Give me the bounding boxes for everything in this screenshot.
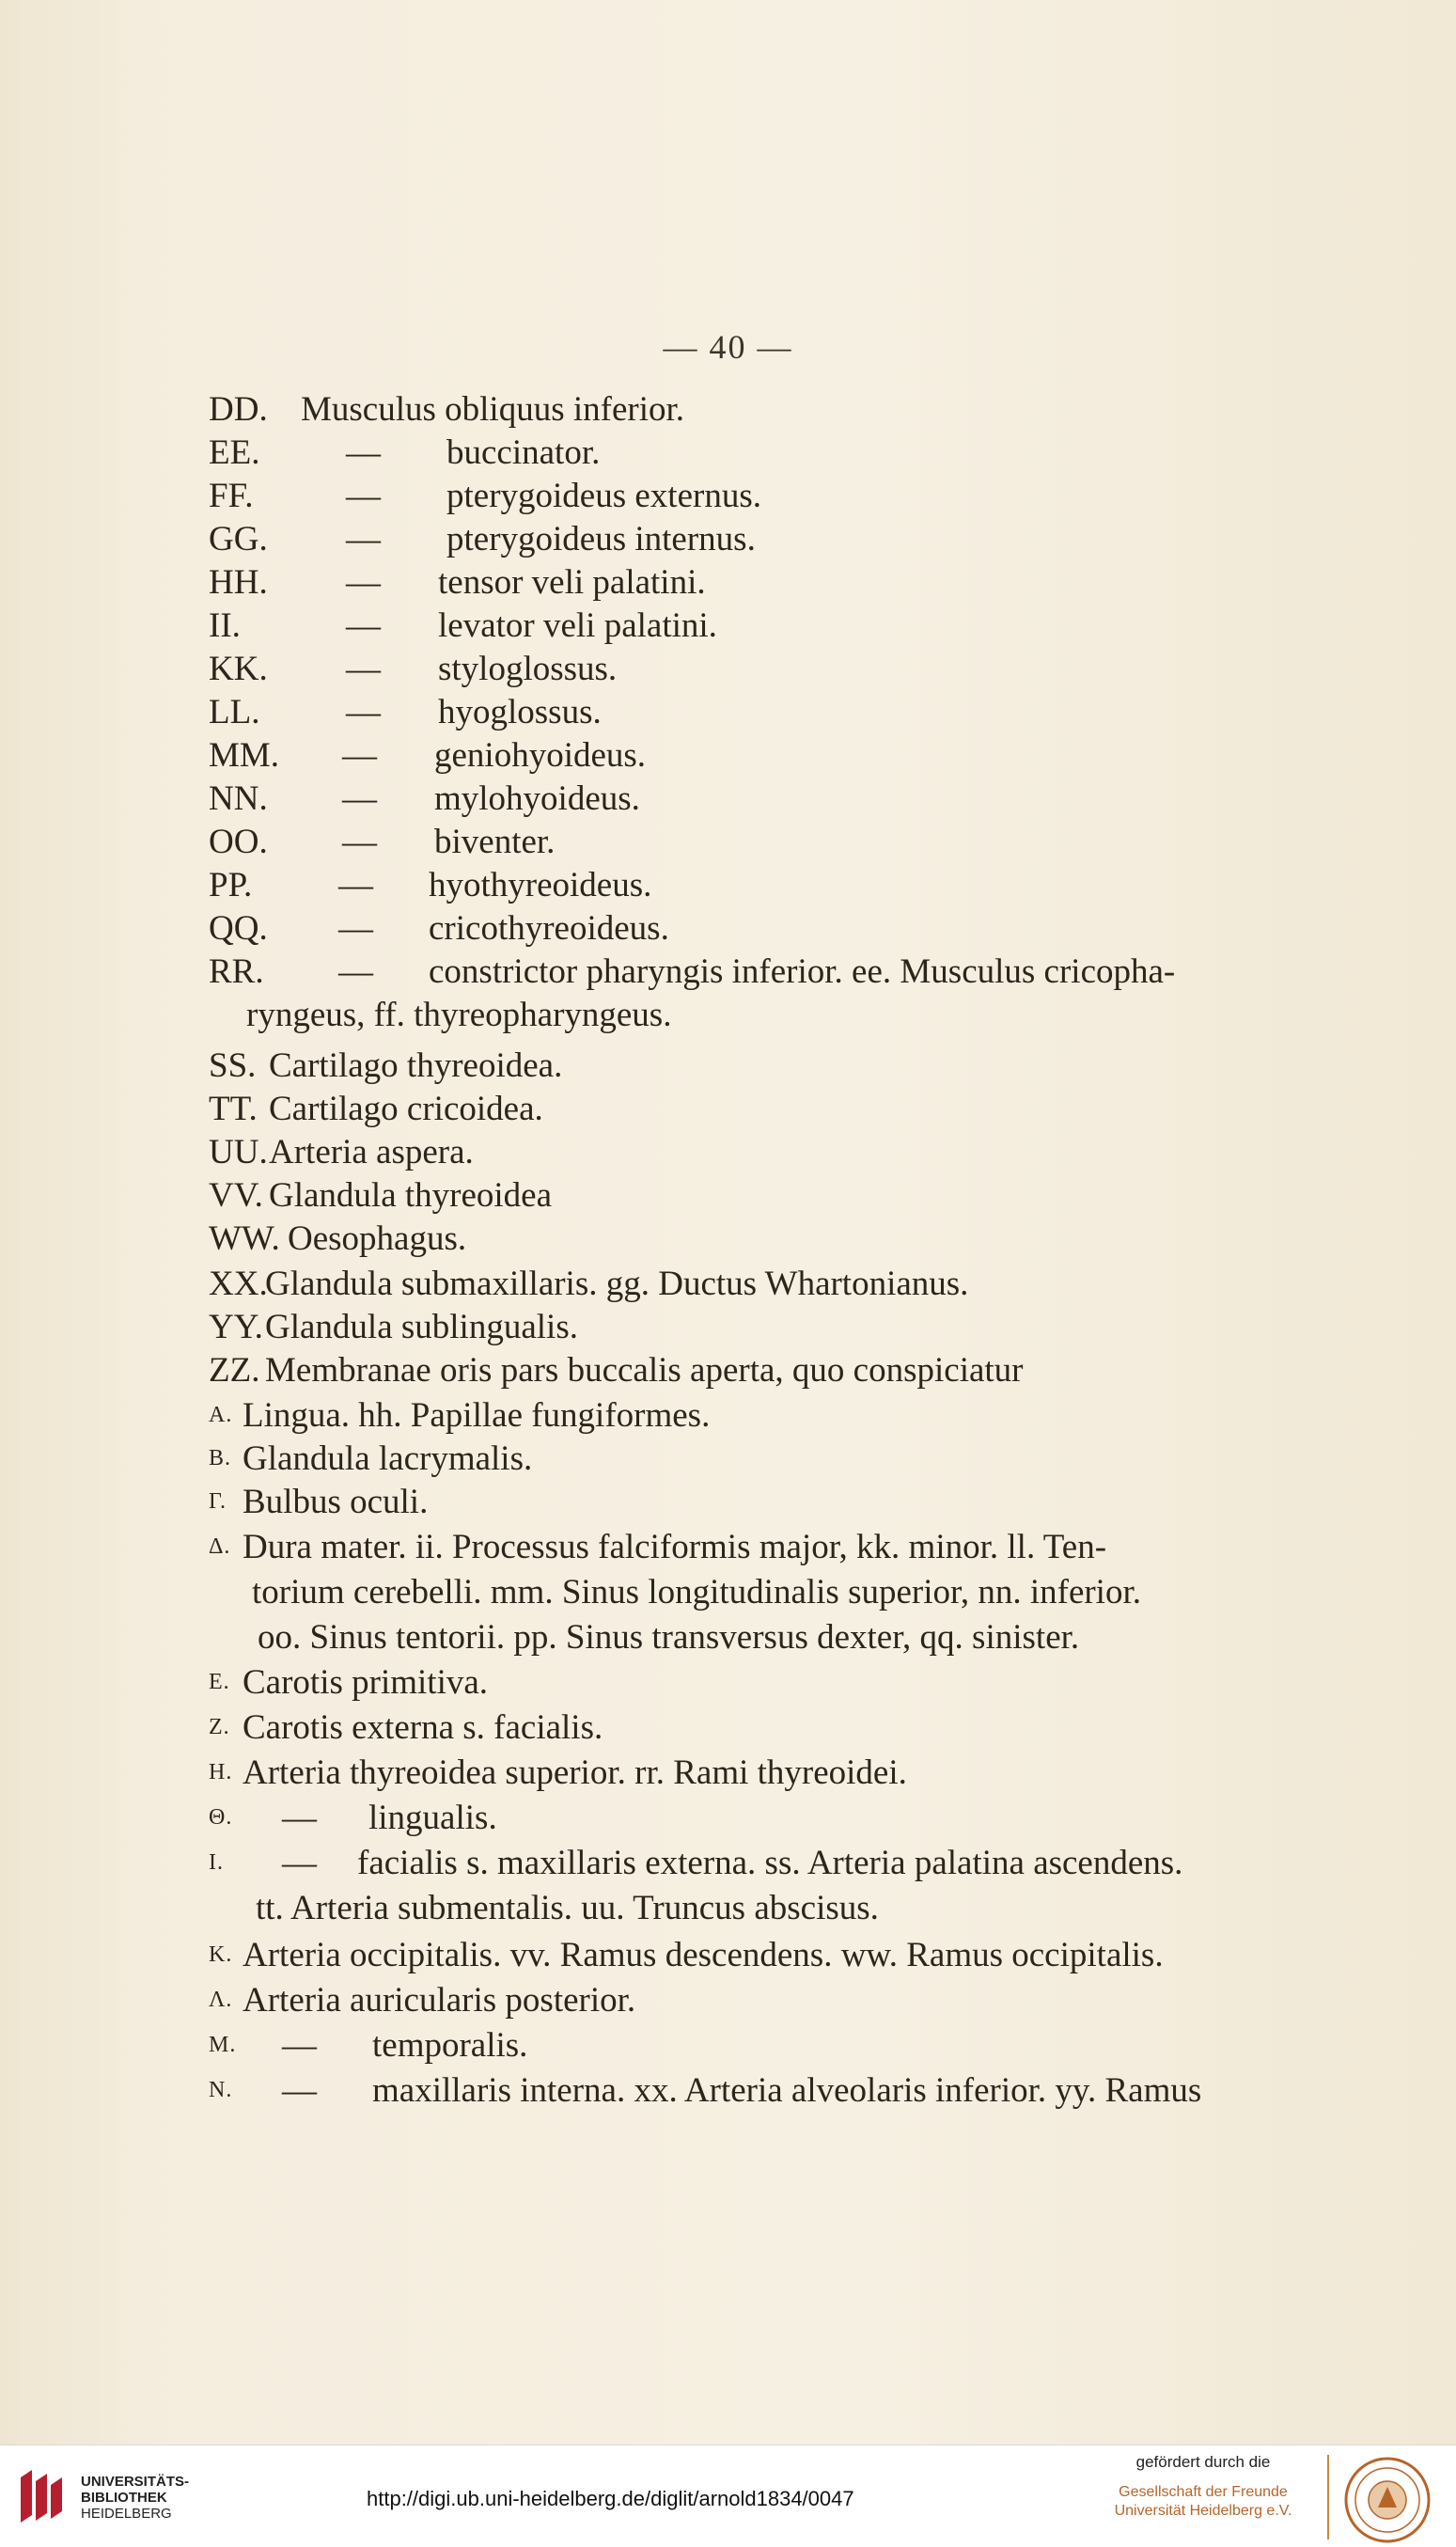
ditto-dash: — — [338, 952, 373, 991]
line-label: Γ. — [209, 1489, 227, 1514]
line-label: WW. — [209, 1219, 280, 1258]
line-text: hyothyreoideus. — [429, 866, 652, 904]
sponsor-name-line1: Gesellschaft der Freunde — [1119, 2484, 1288, 2500]
line-text: Glandula submaxillaris. gg. Ductus Whartonianus. — [265, 1265, 969, 1303]
line-label: B. — [209, 1446, 232, 1470]
line-label: K. — [209, 1942, 233, 1967]
line-label: I. — [209, 1850, 224, 1875]
line-text: buccinator. — [446, 433, 601, 472]
line-text: Cartilago thyreoidea. — [269, 1046, 563, 1085]
ditto-dash: — — [282, 1799, 317, 1837]
ditto-dash: — — [342, 736, 377, 775]
line-label: ZZ. — [209, 1351, 260, 1390]
line-text: Membranae oris pars buccalis aperta, quo conspiciatur — [265, 1351, 1024, 1390]
line-label: QQ. — [209, 909, 268, 948]
line-text: pterygoideus externus. — [446, 477, 761, 515]
line-label: LL. — [209, 693, 260, 731]
sponsor-block[interactable] — [1081, 2453, 1325, 2521]
line-text: styloglossus. — [438, 650, 618, 688]
ditto-dash: — — [282, 2071, 317, 2110]
ditto-dash: — — [346, 477, 381, 515]
line-text: Glandula thyreoidea — [269, 1176, 553, 1215]
line-text: Carotis externa s. facialis. — [243, 1708, 603, 1747]
line-label: MM. — [209, 736, 280, 775]
line-text: Arteria aspera. — [269, 1133, 474, 1171]
line-text: biventer. — [434, 823, 556, 861]
line-label: EE. — [209, 433, 260, 472]
ditto-dash: — — [342, 823, 377, 861]
line-label: FF. — [209, 477, 254, 515]
library-logo-icon — [13, 2464, 70, 2530]
line-text: geniohyoideus. — [434, 736, 647, 775]
ditto-dash: — — [346, 433, 381, 472]
line-text: Arteria occipitalis. vv. Ramus descendens. ww. Ramus occipitalis. — [243, 1936, 1164, 1974]
line-text: facialis s. maxillaris externa. ss. Arteria palatina ascendens. — [357, 1844, 1183, 1882]
ditto-dash: — — [338, 866, 373, 904]
line-text: Musculus obliquus inferior. — [301, 390, 685, 429]
sponsor-name-line2: Universität Heidelberg e.V. — [1114, 2503, 1292, 2519]
line-text: Cartilago cricoidea. — [269, 1090, 543, 1128]
line-label: UU. — [209, 1133, 268, 1171]
line-label: OO. — [209, 823, 268, 861]
line-text: oo. Sinus tentorii. pp. Sinus transversus dexter, qq. sinister. — [258, 1618, 1080, 1657]
line-text: Lingua. hh. Papillae fungiformes. — [243, 1396, 711, 1435]
line-text: temporalis. — [372, 2026, 528, 2065]
ditto-dash: — — [282, 2026, 317, 2065]
ditto-dash: — — [346, 563, 381, 602]
line-text: tensor veli palatini. — [438, 563, 706, 602]
ditto-dash: — — [338, 909, 373, 948]
line-label: DD. — [209, 390, 268, 429]
line-text: ryngeus, ff. thyreopharyngeus. — [246, 996, 672, 1034]
university-seal-icon[interactable] — [1342, 2455, 1433, 2545]
ditto-dash: — — [342, 779, 377, 818]
line-label: VV. — [209, 1176, 263, 1215]
line-label: PP. — [209, 866, 253, 904]
library-logo[interactable] — [13, 2461, 201, 2536]
line-text: pterygoideus internus. — [446, 520, 756, 558]
line-text: torium cerebelli. mm. Sinus longitudinalis superior, nn. inferior. — [252, 1573, 1141, 1612]
line-label: NN. — [209, 779, 268, 818]
line-text: mylohyoideus. — [434, 779, 640, 818]
library-name-line1: UNIVERSITÄTS- — [81, 2474, 190, 2490]
line-text: Arteria auricularis posterior. — [243, 1981, 636, 2020]
line-text: Oesophagus. — [288, 1219, 467, 1258]
line-label: RR. — [209, 952, 264, 991]
sponsor-intro: gefördert durch die — [1135, 2453, 1271, 2471]
line-text: cricothyreoideus. — [429, 909, 669, 948]
library-name-line2: BIBLIOTHEK — [81, 2490, 167, 2506]
ditto-dash: — — [346, 650, 381, 688]
line-text: Bulbus oculi. — [243, 1483, 429, 1521]
ditto-dash: — — [346, 520, 381, 558]
line-label: YY. — [209, 1308, 263, 1346]
line-label: HH. — [209, 563, 268, 602]
line-text: levator veli palatini. — [438, 606, 717, 645]
footer-bar — [0, 2445, 1456, 2547]
line-label: A. — [209, 1403, 233, 1427]
line-label: M. — [209, 2033, 237, 2057]
line-label: II. — [209, 606, 241, 645]
line-text: Glandula lacrymalis. — [243, 1439, 533, 1478]
line-label: E. — [209, 1670, 230, 1694]
line-label: Θ. — [209, 1805, 233, 1830]
library-name-line3: HEIDELBERG — [81, 2506, 172, 2522]
line-label: TT. — [209, 1090, 258, 1128]
line-label: KK. — [209, 650, 268, 688]
ditto-dash: — — [346, 693, 381, 731]
line-text: constrictor pharyngis inferior. ee. Musculus cricopha- — [429, 952, 1176, 991]
line-label: SS. — [209, 1046, 257, 1085]
line-label: XX. — [209, 1265, 268, 1303]
footer-divider — [1327, 2455, 1329, 2539]
permalink-url[interactable]: http://digi.ub.uni-heidelberg.de/diglit/arnold1834/0047 — [367, 2487, 854, 2510]
line-label: N. — [209, 2078, 233, 2102]
line-text: maxillaris interna. xx. Arteria alveolaris inferior. yy. Ramus — [372, 2071, 1202, 2110]
ditto-dash: — — [282, 1844, 317, 1882]
ditto-dash: — — [346, 606, 381, 645]
line-text: Carotis primitiva. — [243, 1663, 489, 1702]
line-text: tt. Arteria submentalis. uu. Truncus abscisus. — [256, 1889, 879, 1927]
line-text: hyoglossus. — [438, 693, 602, 731]
line-label: H. — [209, 1760, 233, 1784]
line-label: Δ. — [209, 1534, 231, 1559]
line-label: Λ. — [209, 1988, 233, 2012]
line-text: Dura mater. ii. Processus falciformis major, kk. minor. ll. Ten- — [243, 1528, 1107, 1566]
line-label: Z. — [209, 1715, 230, 1739]
line-text: Glandula sublingualis. — [265, 1308, 578, 1346]
line-label: GG. — [209, 520, 268, 558]
line-text: Arteria thyreoidea superior. rr. Rami thyreoidei. — [243, 1753, 907, 1792]
page-number: — 40 — — [663, 328, 793, 366]
line-text: lingualis. — [368, 1799, 497, 1837]
